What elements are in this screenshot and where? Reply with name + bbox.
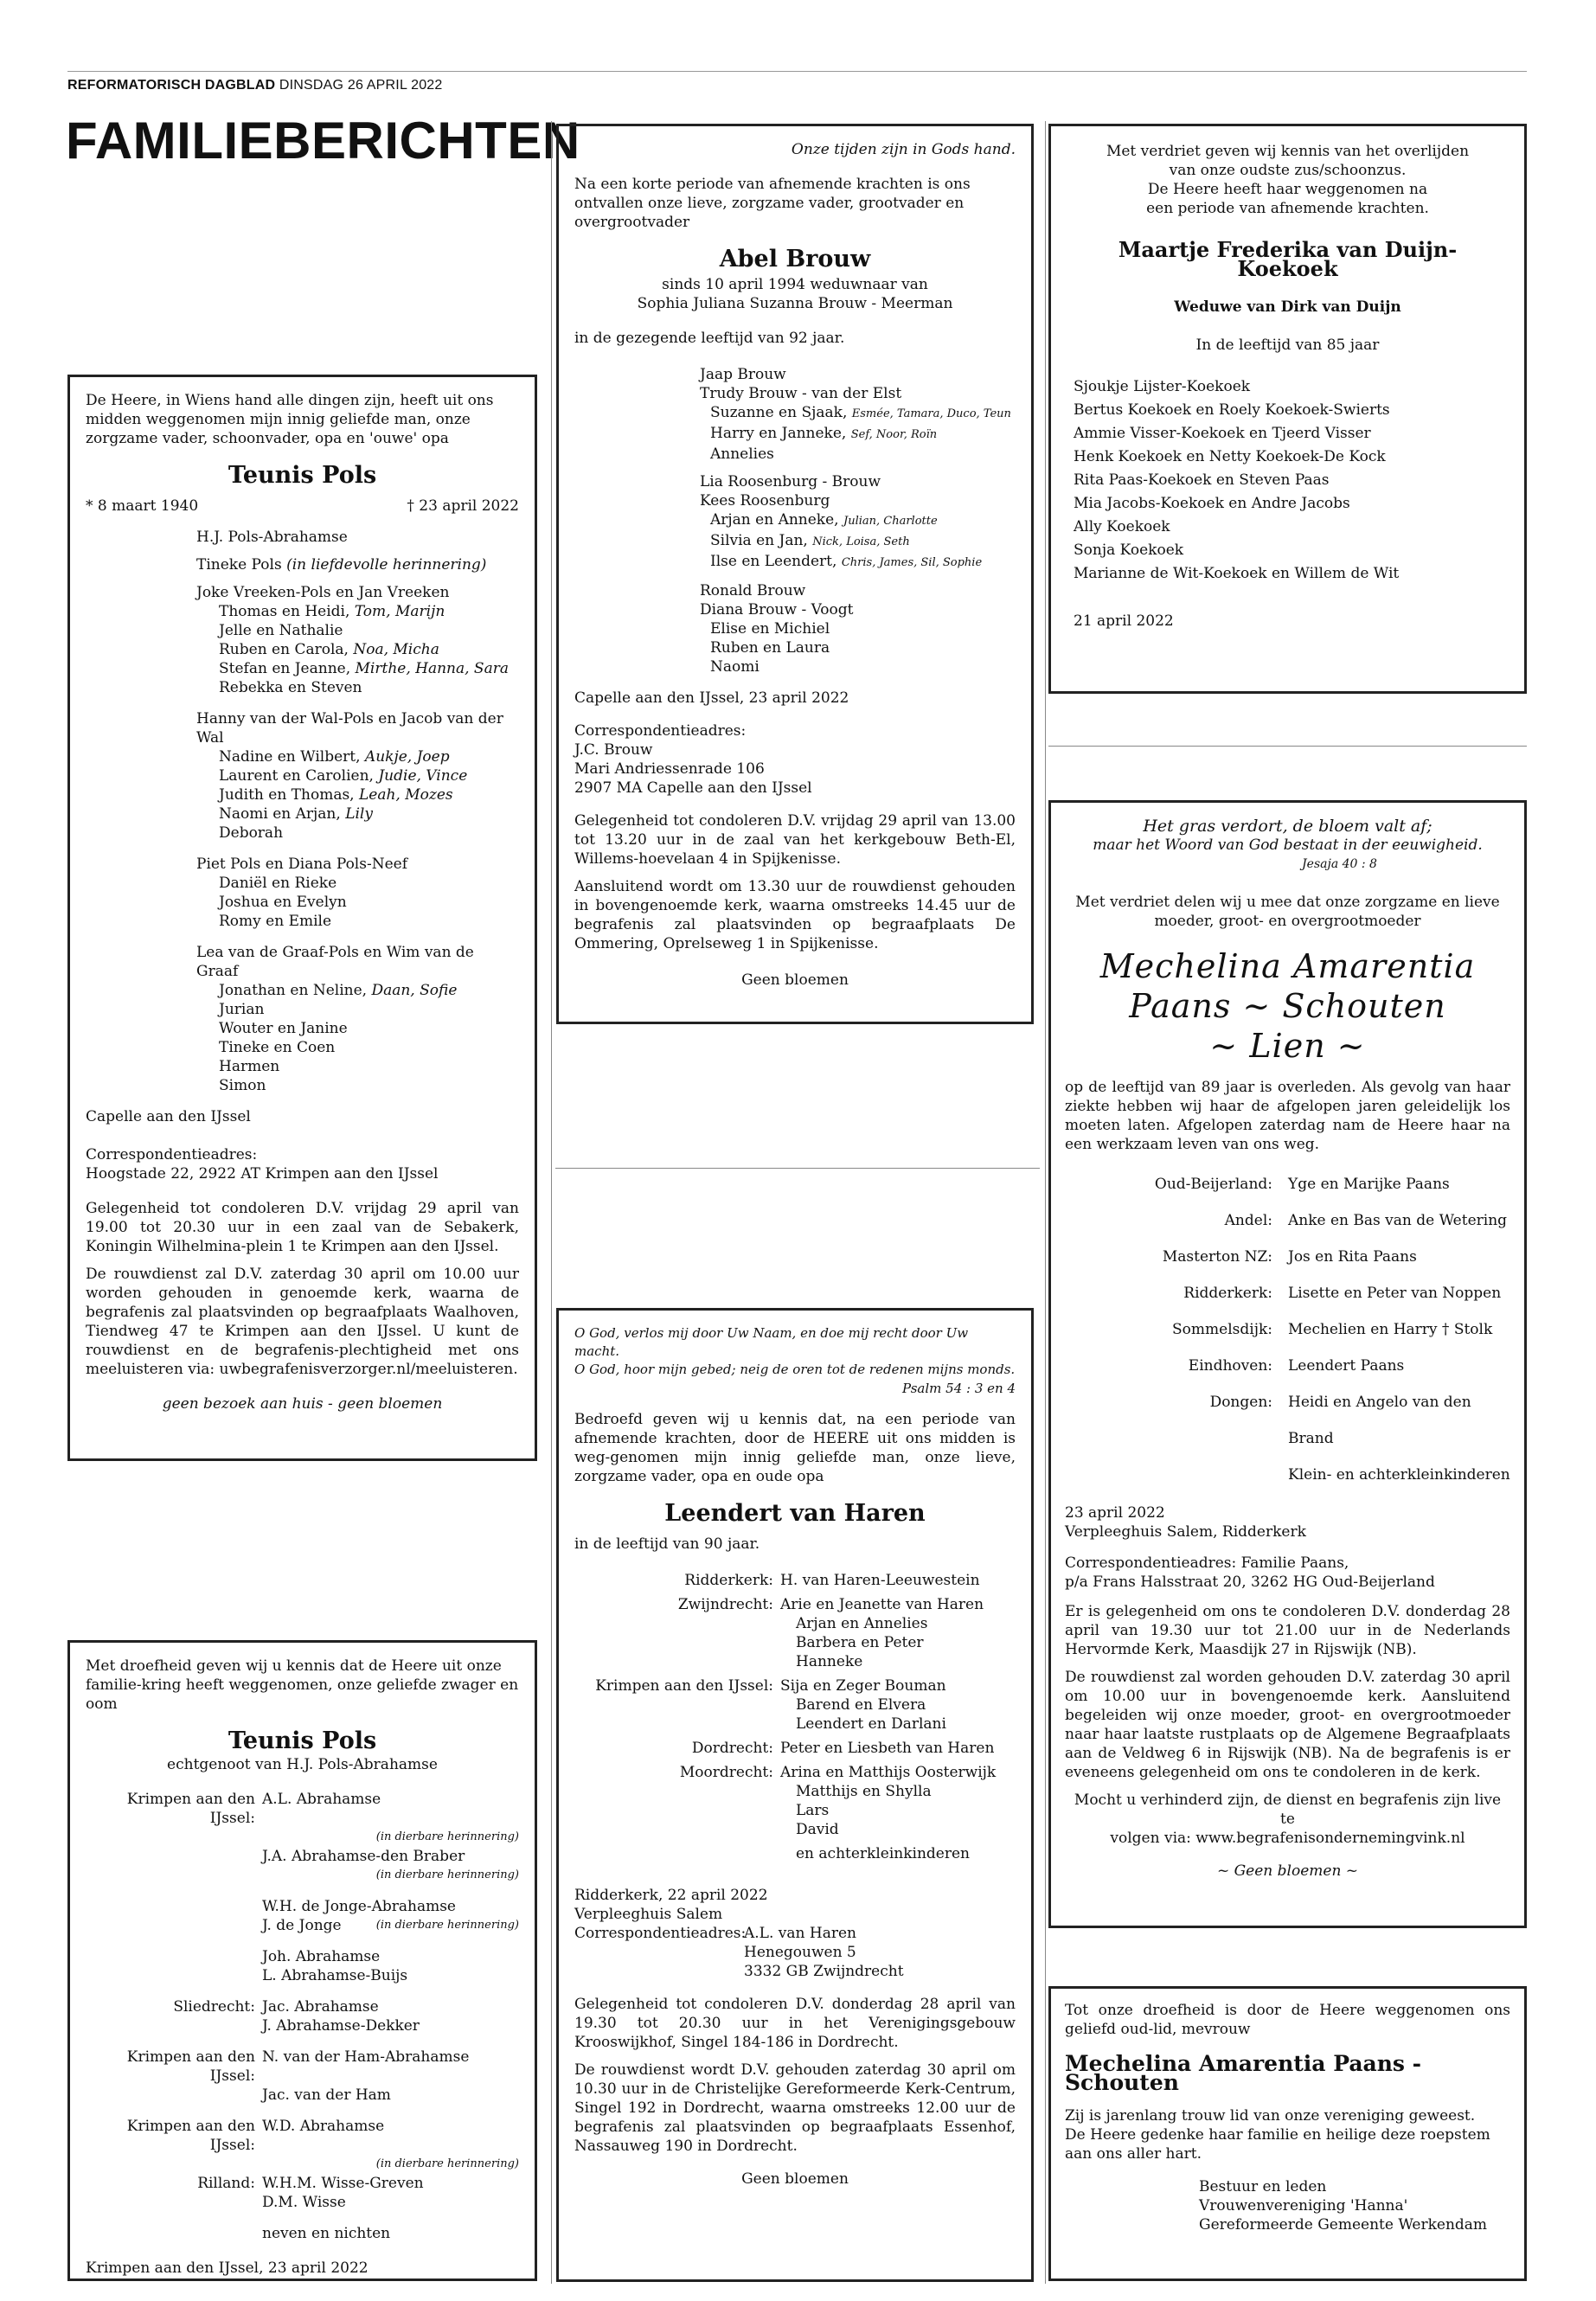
list-item: Deborah: [219, 824, 284, 842]
list-note: (in dierbare herinnering): [375, 1868, 519, 1881]
header-rule: [67, 71, 1527, 72]
ad6-family-list: [1065, 1166, 1510, 1493]
ad6-footer: ~ Geen bloemen ~: [1216, 1862, 1359, 1880]
list-item: [86, 1966, 519, 1985]
person-name: W.D. Abrahamse: [262, 2118, 385, 2135]
ad6-intro2: moeder, groot- en overgrootmoeder: [1154, 913, 1421, 930]
person-name: Arina en Matthijs Oosterwijk: [780, 1764, 997, 1781]
list-item: [574, 1676, 1016, 1695]
person-name: Yge en Marijke Paans: [1288, 1176, 1450, 1193]
list-note: (in dierbare herinnering): [375, 1830, 519, 1843]
ad3-family-group-1: [700, 365, 1016, 464]
list-item: Elise en Michiel: [710, 620, 830, 638]
person-name: Sija en Zeger Bouman: [780, 1677, 946, 1695]
person-name: Barend en Elvera: [796, 1696, 926, 1714]
person-name: Leendert Paans: [1288, 1357, 1405, 1375]
list-item: Bertus Koekoek en Roely Koekoek-Swierts: [1074, 401, 1390, 419]
person-name: N. van der Ham-Abrahamse: [262, 2048, 470, 2066]
column-divider-2: [1045, 121, 1046, 2284]
list-item: [1065, 1275, 1510, 1311]
ad3-family: [574, 365, 1016, 676]
list-item: Ally Koekoek: [1074, 518, 1170, 535]
list-item: Lea van de Graaf-Pols en Wim van de Graaf: [196, 944, 474, 980]
person-name: Matthijs en Shylla: [796, 1783, 932, 1800]
ad4-motto1: O God, verlos mij door Uw Naam, en doe mij recht door Uw macht.: [574, 1325, 969, 1359]
person-name: Jac. Abrahamse: [262, 1998, 379, 2016]
list-item: Stefan en Jeanne, Mirthe, Hanna, Sara: [219, 660, 509, 677]
ad1-dates: [86, 497, 519, 516]
ad1-footer: geen bezoek aan huis - geen bloemen: [162, 1395, 443, 1413]
obituary-mechelina-paans-schouten: [1048, 800, 1527, 1928]
list-item: Piet Pols en Diana Pols-Neef: [196, 856, 408, 873]
ad6-service: De rouwdienst zal worden gehouden D.V. zaterdag 30 april om 10.00 uur in bovengenoemde kerk. Aansluitend begeleiden wij onze moeder, groot- en overgrootmoeder naar haar laatste rustplaats op de Algemene Begraafplaats aan de Veldweg 6 in Rijswijk (NB). Na de begrafenis is er eveneens gelegenheid om ons te condoleren in de kerk.: [1065, 1669, 1510, 1781]
ad4-age: in de leeftijd van 90 jaar.: [574, 1535, 760, 1553]
list-item: [86, 2117, 519, 2155]
ad4-intro: Bedroefd geven wij u kennis dat, na een periode van afnemende krachten, door de HEERE uit ons midden is weg-genomen mijn innig geliefde man, onze lieve, zorgzame vader, opa en oude opa: [574, 1411, 1016, 1485]
ad1-corr: Hoogstade 22, 2922 AT Krimpen aan den IJssel: [86, 1165, 439, 1183]
list-item: Annelies: [710, 445, 774, 463]
ad1-died: † 23 april 2022: [407, 497, 519, 515]
ad4-home: Verpleeghuis Salem: [574, 1906, 723, 1923]
ad7-sign1: Bestuur en leden: [1199, 2178, 1327, 2195]
list-item: Joshua en Evelyn: [219, 894, 347, 911]
list-item: [574, 1820, 1016, 1839]
ad3-corr1: J.C. Brouw: [574, 741, 653, 759]
person-name: J. de Jonge: [262, 1917, 342, 1934]
ad1-condolence: Gelegenheid tot condoleren D.V. vrijdag 29 april van 19.00 tot 20.30 uur in een zaal van de Sebakerk, Koningin Wilhelmina-plein 1 te Krimpen aan den IJssel.: [86, 1200, 519, 1255]
list-item: [1065, 1311, 1510, 1348]
list-item: Thomas en Heidi, Tom, Marijn: [219, 603, 445, 620]
person-name: Heidi en Angelo van den Brand: [1288, 1394, 1471, 1447]
list-item: Jaap Brouw: [700, 366, 786, 383]
obituary-abel-brouw: [556, 124, 1034, 1024]
list-item: Jurian: [219, 1001, 265, 1018]
ad3-corr-label: Correspondentieadres:: [574, 722, 747, 740]
list-item: Naomi: [710, 658, 760, 676]
list-item: Simon: [219, 1077, 266, 1094]
ad1-born: * 8 maart 1940: [86, 497, 199, 515]
ad2-intro: Met droefheid geven wij u kennis dat de Heere uit onze familie-kring heeft weggenomen, onze geliefde zwager en oom: [86, 1657, 519, 1713]
column-divider-1: [551, 121, 552, 2284]
list-item: [574, 1695, 1016, 1715]
obituary-teunis-pols-inlaws: [67, 1640, 537, 2281]
place-label: Dongen:: [1209, 1394, 1272, 1411]
place-label: Krimpen aan den IJssel:: [126, 1791, 255, 1827]
list-item: Ronald Brouw: [700, 582, 806, 599]
place-label: Oud-Beijerland:: [1154, 1176, 1272, 1193]
ad6-condolence: Er is gelegenheid om ons te condoleren D.V. donderdag 28 april van 19.30 uur tot 21.00 uur in de Nederlands Hervormde Kerk, Maasdijk 27 in Rijswijk (NB).: [1065, 1603, 1510, 1658]
ad1-spouse: H.J. Pols-Abrahamse: [196, 529, 348, 546]
ad5-family: [1074, 375, 1502, 586]
place-label: Krimpen aan den IJssel:: [595, 1677, 773, 1695]
ad6-name3: ~ Lien ~: [1209, 1027, 1366, 1065]
ad2-family-list: [86, 1790, 519, 2243]
ad4-corr2: Henegouwen 5: [744, 1944, 856, 1961]
ad5-intro2: van onze oudste zus/schoonzus.: [1169, 162, 1407, 179]
section-title: FAMILIEBERICHTEN: [66, 112, 580, 170]
place-label: Eindhoven:: [1188, 1357, 1272, 1375]
ad4-ref: Psalm 54 : 3 en 4: [902, 1381, 1016, 1396]
issue-date: DINSDAG 26 APRIL 2022: [279, 78, 443, 93]
list-item: Sonja Koekoek: [1074, 542, 1184, 559]
list-item: [574, 1633, 1016, 1652]
ad3-sub2: Sophia Juliana Suzanna Brouw - Meerman: [637, 295, 953, 312]
person-name: Jac. van der Ham: [262, 2086, 391, 2104]
ad3-place: Capelle aan den IJssel, 23 april 2022: [574, 689, 849, 707]
list-item: [86, 2193, 519, 2212]
ad4-place: Ridderkerk, 22 april 2022: [574, 1887, 768, 1904]
person-name: en achterkleinkinderen: [796, 1845, 970, 1862]
ad5-sub: Weduwe van Dirk van Duijn: [1174, 298, 1401, 316]
ad3-motto: Onze tijden zijn in Gods hand.: [791, 141, 1016, 158]
list-item: [86, 1897, 519, 1916]
list-item: [86, 1916, 519, 1935]
place-label: Andel:: [1224, 1212, 1272, 1229]
list-item: [1065, 1166, 1510, 1202]
obituary-teunis-pols-family: [67, 375, 537, 1461]
list-item: Ruben en Laura: [710, 639, 830, 657]
ad3-age: in de gezegende leeftijd van 92 jaar.: [574, 330, 845, 347]
person-name: neven en nichten: [262, 2225, 391, 2242]
ad5-date: 21 april 2022: [1074, 612, 1174, 630]
ad7-text2: De Heere gedenke haar familie en heilige deze roepstem aan ons aller hart.: [1065, 2126, 1490, 2163]
ad4-corr1: A.L. van Haren: [744, 1925, 856, 1942]
person-name: J. Abrahamse-Dekker: [262, 2017, 420, 2035]
person-name: Arjan en Annelies: [796, 1615, 928, 1632]
ad3-condolence: Gelegenheid tot condoleren D.V. vrijdag 29 april van 13.00 tot 13.20 uur in de zaal van het kerkgebouw Beth-El, Willems-hoevelaan 4 in Spijkenisse.: [574, 812, 1016, 868]
list-item: [86, 1847, 519, 1866]
place-label: Masterton NZ:: [1162, 1248, 1272, 1266]
place-label: Sliedrecht:: [173, 1998, 255, 2016]
list-item: [86, 2048, 519, 2086]
person-name: D.M. Wisse: [262, 2194, 346, 2211]
ad4-family-list: [574, 1571, 1016, 1863]
ad5-intro3: De Heere heeft haar weggenomen na: [1147, 181, 1428, 198]
list-item: [1065, 1384, 1510, 1457]
ad1-tineke-name: Tineke Pols: [196, 556, 282, 574]
ad7-name: Mechelina Amarentia Paans - Schouten: [1065, 2051, 1422, 2095]
list-item: Harry en Janneke, Sef, Noor, Roïn: [710, 425, 938, 442]
list-item: Marianne de Wit-Koekoek en Willem de Wit: [1074, 565, 1400, 582]
list-item: [574, 1571, 1016, 1590]
list-item: [1065, 1202, 1510, 1239]
list-item: Judith en Thomas, Leah, Mozes: [219, 786, 453, 804]
ad3-footer: Geen bloemen: [741, 971, 849, 989]
ad6-name1: Mechelina Amarentia: [1099, 947, 1476, 985]
person-name: Klein- en achterkleinkinderen: [1288, 1466, 1510, 1484]
ad6-text: op de leeftijd van 89 jaar is overleden. Als gevolg van haar ziekte hebben wij haar de afgelopen jaren geleidelijk los moeten laten. Afgelopen zaterdag nam de Heere haar na een werkzaam leven van ons weg.: [1065, 1079, 1510, 1153]
person-name: Lars: [796, 1802, 830, 1819]
place-label: Krimpen aan den IJssel:: [126, 2118, 255, 2154]
list-item: [86, 2086, 519, 2105]
list-item: [86, 2016, 519, 2035]
column3-divider: [1048, 746, 1527, 747]
ad3-corr3: 2907 MA Capelle aan den IJssel: [574, 779, 812, 797]
list-item: Rita Paas-Koekoek en Steven Paas: [1074, 471, 1330, 489]
list-note: (in dierbare herinnering): [375, 1919, 519, 1932]
person-name: J.A. Abrahamse-den Braber: [262, 1848, 465, 1865]
list-item: [574, 1739, 1016, 1758]
list-item: Laurent en Carolien, Judie, Vince: [219, 767, 468, 785]
list-item: Jonathan en Neline, Daan, Sofie: [219, 982, 458, 999]
person-name: W.H. de Jonge-Abrahamse: [262, 1898, 456, 1915]
ad4-condolence: Gelegenheid tot condoleren D.V. donderdag 28 april van 19.30 tot 20.30 uur in het Verenigingsgebouw Krooswijkhof, Singel 184-186 in Dordrecht.: [574, 1996, 1016, 2051]
list-item: Mia Jacobs-Koekoek en Andre Jacobs: [1074, 495, 1350, 512]
list-item: Ilse en Leendert, Chris, James, Sil, Sophie: [710, 553, 983, 570]
ad6-live2: volgen via: www.begrafenisondernemingvink.nl: [1110, 1830, 1465, 1847]
ad6-name2: Paans ~ Schouten: [1129, 987, 1446, 1025]
person-name: W.H.M. Wisse-Greven: [262, 2175, 424, 2192]
person-name: H. van Haren-Leeuwestein: [780, 1572, 980, 1589]
ad5-intro1: Met verdriet geven wij kennis van het overlijden: [1106, 143, 1470, 160]
place-label: Ridderkerk:: [684, 1572, 773, 1589]
ad1-family-group-1: [196, 583, 519, 697]
ad4-name: Leendert van Haren: [664, 1500, 926, 1527]
ad1-family-group-2: [196, 709, 519, 843]
list-item: [86, 2224, 519, 2243]
ad6-corr2: p/a Frans Halsstraat 20, 3262 HG Oud-Beijerland: [1065, 1574, 1435, 1591]
ad7-signature: [1065, 2177, 1510, 2234]
ad1-tineke-note: (in liefdevolle herinnering): [286, 556, 487, 574]
list-item: Lia Roosenburg - Brouw: [700, 473, 881, 490]
ad1-intro: De Heere, in Wiens hand alle dingen zijn, heeft uit ons midden weggenomen mijn innig geliefde man, onze zorgzame vader, schoonvader, opa en 'ouwe' opa: [86, 392, 494, 447]
list-item: [86, 1790, 519, 1828]
person-name: Arie en Jeanette van Haren: [780, 1596, 984, 1613]
ad3-intro: Na een korte periode van afnemende krachten is ons ontvallen onze lieve, zorgzame vader, grootvader en overgrootvader: [574, 176, 971, 231]
list-item: Kees Roosenburg: [700, 492, 830, 510]
ad6-motto1: Het gras verdort, de bloem valt af;: [1143, 817, 1433, 836]
person-name: Jos en Rita Paans: [1288, 1248, 1417, 1266]
person-name: Peter en Liesbeth van Haren: [780, 1740, 995, 1757]
ad1-family-group-3: [196, 855, 519, 931]
ad2-footer: Krimpen aan den IJssel, 23 april 2022: [86, 2259, 369, 2277]
list-item: Rebekka en Steven: [219, 679, 362, 696]
list-item: Suzanne en Sjaak, Esmée, Tamara, Duco, Teun: [710, 404, 1011, 421]
place-label: Krimpen aan den IJssel:: [126, 2048, 255, 2085]
list-item: Harmen: [219, 1058, 280, 1075]
list-item: Joke Vreeken-Pols en Jan Vreeken: [196, 584, 450, 601]
column2-divider: [555, 1168, 1040, 1169]
person-name: Anke en Bas van de Wetering: [1288, 1212, 1508, 1229]
ad1-place: Capelle aan den IJssel: [86, 1108, 251, 1125]
ad2-sub: echtgenoot van H.J. Pols-Abrahamse: [167, 1756, 438, 1773]
ad3-sub1: sinds 10 april 1994 weduwnaar van: [662, 276, 928, 293]
list-item: Daniël en Rieke: [219, 875, 337, 892]
list-item: Arjan en Anneke, Julian, Charlotte: [710, 511, 938, 529]
list-item: Romy en Emile: [219, 913, 332, 930]
ad7-sign3: Gereformeerde Gemeente Werkendam: [1199, 2216, 1488, 2234]
list-item: Jelle en Nathalie: [219, 622, 343, 639]
ad7-intro: Tot onze droefheid is door de Heere weggenomen ons geliefd oud-lid, mevrouw: [1065, 2002, 1510, 2038]
ad7-sign2: Vrouwenvereniging 'Hanna': [1199, 2197, 1408, 2214]
list-item: Henk Koekoek en Netty Koekoek-De Kock: [1074, 448, 1386, 465]
person-name: L. Abrahamse-Buijs: [262, 1967, 408, 1984]
person-name: Leendert en Darlani: [796, 1715, 946, 1733]
place-label: Moordrecht:: [679, 1764, 773, 1781]
ad4-motto2: O God, hoor mijn gebed; neig de oren tot de redenen mijns monds.: [574, 1362, 1016, 1377]
list-item: Hanny van der Wal-Pols en Jacob van der Wal: [196, 710, 503, 747]
ad4-footer: Geen bloemen: [741, 2170, 849, 2188]
ad3-family-group-2: [700, 472, 1016, 573]
ad6-live1: Mocht u verhinderd zijn, de dienst en begrafenis zijn live te: [1074, 1791, 1502, 1828]
person-name: Lisette en Peter van Noppen: [1288, 1285, 1502, 1302]
ad6-date: 23 april 2022: [1065, 1504, 1165, 1522]
list-item: [574, 1715, 1016, 1734]
list-item: [574, 1763, 1016, 1782]
list-item: [574, 1782, 1016, 1801]
list-item: [574, 1844, 1016, 1863]
place-label: Ridderkerk:: [1183, 1285, 1272, 1302]
person-name: Barbera en Peter: [796, 1634, 924, 1651]
ad3-family-group-3: [700, 581, 1016, 676]
list-item: Tineke en Coen: [219, 1039, 336, 1056]
ad1-family-group-4: [196, 943, 519, 1095]
ad1-name: Teunis Pols: [228, 462, 377, 489]
list-item: [574, 1652, 1016, 1671]
list-item: Nadine en Wilbert, Aukje, Joep: [219, 748, 450, 766]
list-item: [1065, 1239, 1510, 1275]
list-item: [86, 1997, 519, 2016]
ad5-name: Maartje Frederika van Duijn-Koekoek: [1118, 237, 1458, 281]
person-name: Mechelien en Harry † Stolk: [1288, 1321, 1493, 1338]
person-name: Hanneke: [796, 1653, 863, 1670]
ad1-corr-label: Correspondentieadres:: [86, 1146, 258, 1163]
place-label: Rilland:: [197, 2175, 255, 2192]
ad6-ref: Jesaja 40 : 8: [1302, 857, 1377, 871]
list-item: [86, 1947, 519, 1966]
ad4-service: De rouwdienst wordt D.V. gehouden zaterdag 30 april om 10.30 uur in de Christelijke Gereformeerde Kerk-Centrum, Singel 192 in Dordrecht, waarna omstreeks 12.00 uur de begrafenis zal plaatsvinden op begraafplaats Essenhof, Nassauweg 190 in Dordrecht.: [574, 2061, 1016, 2155]
obituary-maartje-van-duijn-koekoek: [1048, 124, 1527, 694]
list-item: Sjoukje Lijster-Koekoek: [1074, 378, 1251, 395]
list-item: [574, 1614, 1016, 1633]
place-label: Dordrecht:: [691, 1740, 773, 1757]
list-note: (in dierbare herinnering): [375, 2157, 519, 2170]
ad6-corr1: Correspondentieadres: Familie Paans,: [1065, 1554, 1349, 1572]
ad5-age: In de leeftijd van 85 jaar: [1195, 336, 1380, 354]
list-item: [1065, 1457, 1510, 1493]
paper-name: REFORMATORISCH DAGBLAD: [67, 78, 276, 93]
obituary-leendert-van-haren: [556, 1308, 1034, 2282]
page-header: [67, 78, 443, 93]
ad4-corr: [574, 1924, 1016, 1943]
ad1-tineke: [196, 555, 519, 574]
ad3-name: Abel Brouw: [719, 246, 871, 272]
place-label: Sommelsdijk:: [1172, 1321, 1272, 1338]
ad1-service: De rouwdienst zal D.V. zaterdag 30 april om 10.00 uur worden gehouden in genoemde kerk, waarna de begrafenis zal plaatsvinden op begraafplaats Waalhoven, Tiendweg 47 te Krimpen aan den IJssel. U kunt de rouwdienst en de begrafenis-plechtigheid met ons meeluisteren via: uwbegrafenisverzorger.nl/meeluisteren.: [86, 1266, 519, 1378]
ad2-name: Teunis Pols: [228, 1727, 377, 1754]
ad3-service: Aansluitend wordt om 13.30 uur de rouwdienst gehouden in bovengenoemde kerk, waarna omstreeks 14.45 uur de begrafenis zal plaatsvinden op begraafplaats De Ommering, Oprelseweg 1 in Spijkenisse.: [574, 878, 1016, 952]
list-item: [574, 1801, 1016, 1820]
person-name: A.L. Abrahamse: [262, 1791, 381, 1808]
list-item: Wouter en Janine: [219, 1020, 348, 1037]
list-item: Ruben en Carola, Noa, Micha: [219, 641, 439, 658]
ad4-corr3: 3332 GB Zwijndrecht: [744, 1963, 904, 1980]
ad3-corr2: Mari Andriessenrade 106: [574, 760, 765, 778]
person-name: Joh. Abrahamse: [262, 1948, 381, 1965]
list-item: Ammie Visser-Koekoek en Tjeerd Visser: [1074, 425, 1371, 442]
ad1-family: [86, 528, 519, 1095]
person-name: David: [796, 1821, 839, 1838]
list-item: Diana Brouw - Voogt: [700, 601, 854, 619]
list-item: [1065, 1348, 1510, 1384]
ad4-corr-label: Correspondentieadres:: [574, 1925, 747, 1942]
list-item: Silvia en Jan, Nick, Loisa, Seth: [710, 532, 910, 549]
ad6-home: Verpleeghuis Salem, Ridderkerk: [1065, 1523, 1306, 1541]
place-label: Zwijndrecht:: [677, 1596, 773, 1613]
ad6-motto2: maar het Woord van God bestaat in der eeuwigheid.: [1093, 836, 1483, 854]
obituary-vrouwenvereniging-hanna: [1048, 1986, 1527, 2281]
list-item: Trudy Brouw - van der Elst: [700, 385, 902, 402]
list-item: Naomi en Arjan, Lily: [219, 805, 373, 823]
list-item: [574, 1595, 1016, 1614]
ad6-intro1: Met verdriet delen wij u mee dat onze zorgzame en lieve: [1075, 894, 1500, 911]
ad5-intro4: een periode van afnemende krachten.: [1146, 200, 1429, 217]
list-item: [86, 2174, 519, 2193]
ad7-text1: Zij is jarenlang trouw lid van onze vereniging geweest.: [1065, 2107, 1476, 2125]
